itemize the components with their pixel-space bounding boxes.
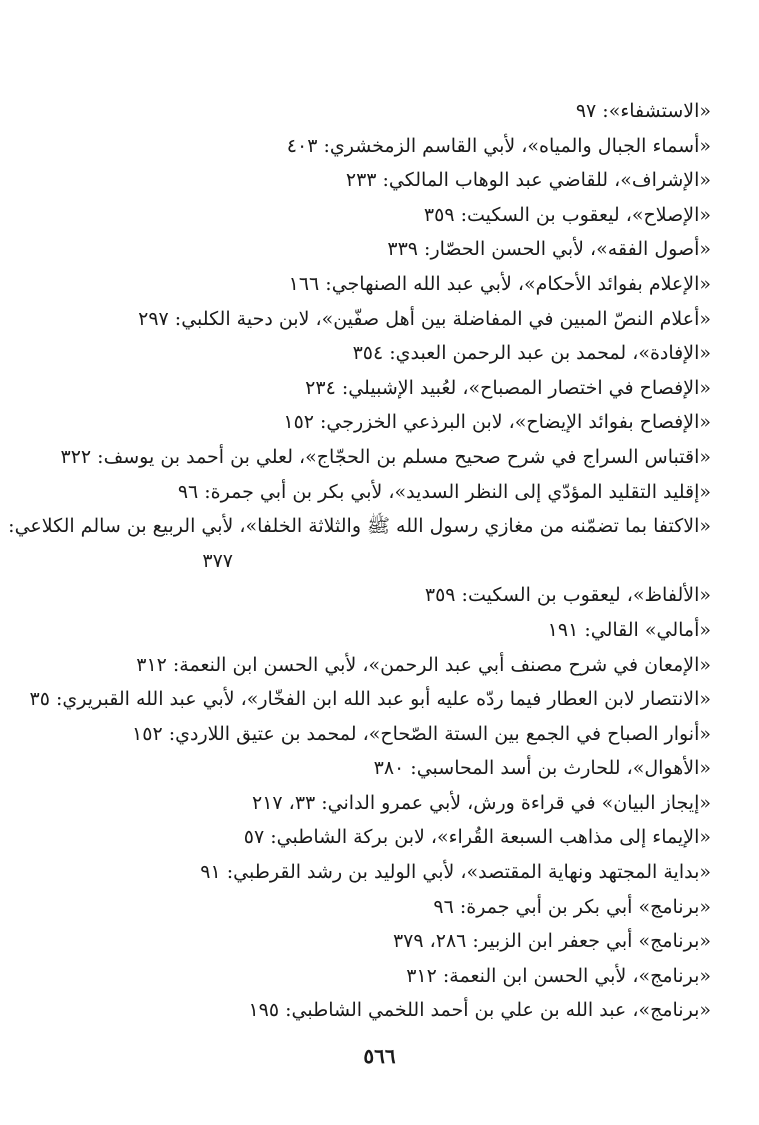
list-item: «الإفادة»، لمحمد بن عبد الرحمن العبدي: ٣٥٤: [352, 342, 711, 365]
list-item: «الإشراف»، للقاضي عبد الوهاب المالكي: ٢٣٣: [345, 169, 711, 192]
list-item: «إقليد التقليد المؤدّي إلى النظر السديد»، لأبي بكر بن أبي جمرة: ٩٦: [177, 480, 711, 503]
entry-page-ref: ٣٧٧: [202, 549, 233, 572]
list-item: «الإصلاح»، ليعقوب بن السكيت: ٣٥٩: [423, 203, 711, 226]
list-item: «الإيماء إلى مذاهب السبعة القُراء»، لابن بركة الشاطبي: ٥٧: [243, 826, 711, 849]
list-item: «أنوار الصباح في الجمع بين الستة الصّحاح»، لمحمد بن عتيق اللاردي: ١٥٢: [132, 722, 711, 745]
page-number: ٥٦٦: [363, 1044, 396, 1068]
list-item: «أصول الفقه»، لأبي الحسن الحصّار: ٣٣٩: [387, 238, 711, 261]
list-item: «إيجاز البيان» في قراءة ورش، لأبي عمرو الداني: ٣٣، ٢١٧: [252, 791, 711, 814]
list-item: «الإفصاح بفوائد الإيضاح»، لابن البرذعي الخزرجي: ١٥٢: [283, 411, 711, 434]
list-item: «الإفصاح في اختصار المصباح»، لعُبيد الإشبيلي: ٢٣٤: [305, 376, 711, 399]
list-item: «أعلام النصّ المبين في المفاضلة بين أهل صفّين»، لابن دحية الكلبي: ٢٩٧: [138, 307, 711, 330]
list-item: «برنامج» أبي بكر بن أبي جمرة: ٩٦: [433, 895, 711, 918]
entry-text: «الاكتفا بما تضمّنه من مغازي رسول الله ﷺ والثلاثة الخلفا»، لأبي الربيع بن سالم الكلاعي:: [8, 515, 711, 538]
list-item: «الإمعان في شرح مصنف أبي عبد الرحمن»، لأبي الحسن ابن النعمة: ٣١٢: [136, 653, 711, 676]
list-item: «أمالي» القالي: ١٩١: [547, 618, 711, 641]
list-item-continuation: [40, 544, 711, 579]
list-item: «الإعلام بفوائد الأحكام»، لأبي عبد الله الصنهاجي: ١٦٦: [288, 272, 711, 295]
list-item: «بداية المجتهد ونهاية المقتصد»، لأبي الوليد بن رشد القرطبي: ٩١: [200, 861, 711, 884]
list-item: «برنامج» أبي جعفر ابن الزبير: ٢٨٦، ٣٧٩: [392, 930, 711, 953]
index-entries-list: [8, 94, 711, 1028]
list-item: «برنامج»، لأبي الحسن ابن النعمة: ٣١٢: [406, 964, 711, 987]
list-item: «اقتباس السراج في شرح صحيح مسلم بن الحجّاج»، لعلي بن أحمد بن يوسف: ٣٢٢: [60, 445, 711, 468]
list-item: «أسماء الجبال والمياه»، لأبي القاسم الزمخشري: ٤٠٣: [286, 134, 711, 157]
list-item-wrapped: [8, 509, 711, 544]
list-item: «الأهوال»، للحارث بن أسد المحاسبي: ٣٨٠: [373, 757, 711, 780]
list-item: «الانتصار لابن العطار فيما ردّه عليه أبو عبد الله ابن الفخّار»، لأبي عبد الله القبريري: ٣٥: [29, 688, 711, 711]
list-item: «الاستشفاء»: ٩٧: [575, 100, 711, 122]
list-item: «برنامج»، عبد الله بن علي بن أحمد اللخمي الشاطبي: ١٩٥: [248, 999, 711, 1022]
list-item: «الألفاظ»، ليعقوب بن السكيت: ٣٥٩: [424, 584, 711, 607]
